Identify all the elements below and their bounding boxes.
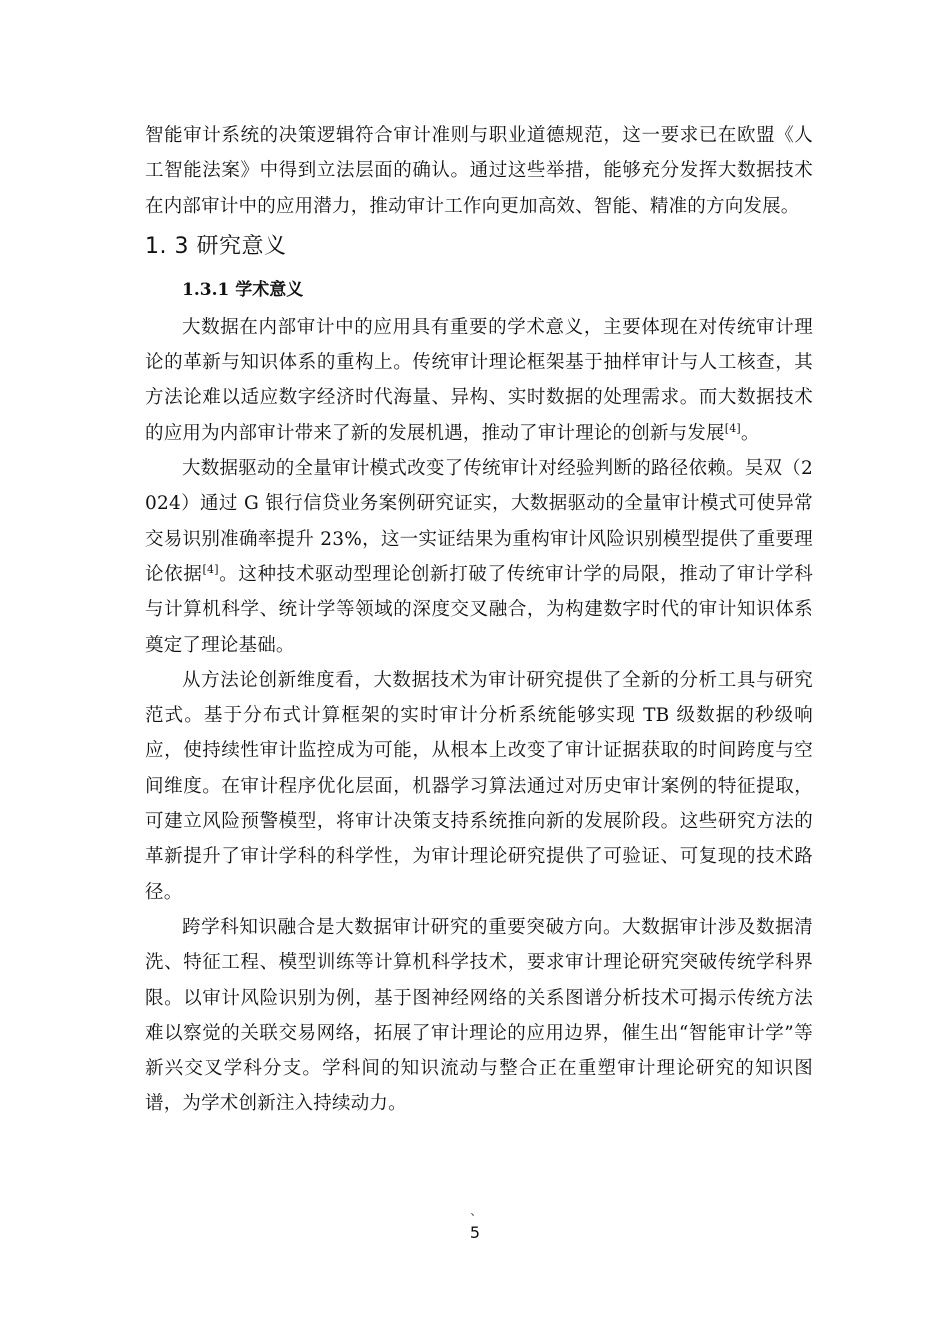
body-paragraph-2 bbox=[145, 451, 813, 663]
subsection-heading: 1.3.1 学术意义 bbox=[182, 279, 304, 300]
body-paragraph-3 bbox=[145, 663, 813, 910]
paragraph-tail: 。 bbox=[740, 422, 760, 444]
page-number: 5 bbox=[469, 1223, 481, 1242]
paragraph-text: 跨学科知识融合是大数据审计研究的重要突破方向。大数据审计涉及数据清洗、特征工程、模型训练等计算机科学技术，要求审计理论研究突破传统学科界限。以审计风险识别为例，基于图神经网络的关系图谱分析技术可揭示传统方法难以察觉的关联交易网络，拓展了审计理论的应用边界，催生出“智能审计学”等新兴交叉学科分支。学科间的知识流动与整合正在重塑审计理论研究的知识图谱，为学术创新注入持续动力。 bbox=[145, 916, 813, 1115]
paragraph-text: 大数据在内部审计中的应用具有重要的学术意义，主要体现在对传统审计理论的革新与知识体系的重构上。传统审计理论框架基于抽样审计与人工核查，其方法论难以适应数字经济时代海量、异构、实时数据的处理需求。而大数据技术的应用为内部审计带来了新的发展机遇，推动了审计理论的创新与发展 bbox=[145, 316, 813, 444]
intro-paragraph: 智能审计系统的决策逻辑符合审计准则与职业道德规范，这一要求已在欧盟《人工智能法案》中得到立法层面的确认。通过这些举措，能够充分发挥大数据技术在内部审计中的应用潜力，推动审计工作向更加高效、智能、精准的方向发展。 bbox=[145, 125, 813, 217]
document-page bbox=[145, 118, 813, 1122]
citation-ref[interactable]: [4] bbox=[202, 562, 219, 576]
body-paragraph-1 bbox=[145, 310, 813, 451]
citation-ref[interactable]: [4] bbox=[724, 421, 741, 435]
paragraph-text: 大数据驱动的全量审计模式改变了传统审计对经验判断的路径依赖。吴双（2024）通过 G 银行信贷业务案例研究证实，大数据驱动的全量审计模式可使异常交易识别准确率提升 23%，这一实证结果为重构审计风险识别模型提供了重要理论依据 bbox=[145, 458, 814, 585]
footer-tick-mark: 、 bbox=[470, 1204, 484, 1219]
paragraph-text: 从方法论创新维度看，大数据技术为审计研究提供了全新的分析工具与研究范式。基于分布式计算框架的实时审计分析系统能够实现 TB 级数据的秒级响应，使持续性审计监控成为可能，从根本上改变了审计证据获取的时间跨度与空间维度。在审计程序优化层面，机器学习算法通过对历史审计案例的特征提取，可建立风险预警模型，将审计决策支持系统推向新的发展阶段。这些研究方法的革新提升了审计学科的科学性，为审计理论研究提供了可验证、可复现的技术路径。 bbox=[145, 669, 813, 903]
body-paragraph-4 bbox=[145, 910, 813, 1122]
paragraph-tail: 。这种技术驱动型理论创新打破了传统审计学的局限，推动了审计学科与计算机科学、统计学等领域的深度交叉融合，为构建数字时代的审计知识体系奠定了理论基础。 bbox=[145, 563, 813, 656]
section-heading: 1. 3 研究意义 bbox=[145, 233, 287, 259]
